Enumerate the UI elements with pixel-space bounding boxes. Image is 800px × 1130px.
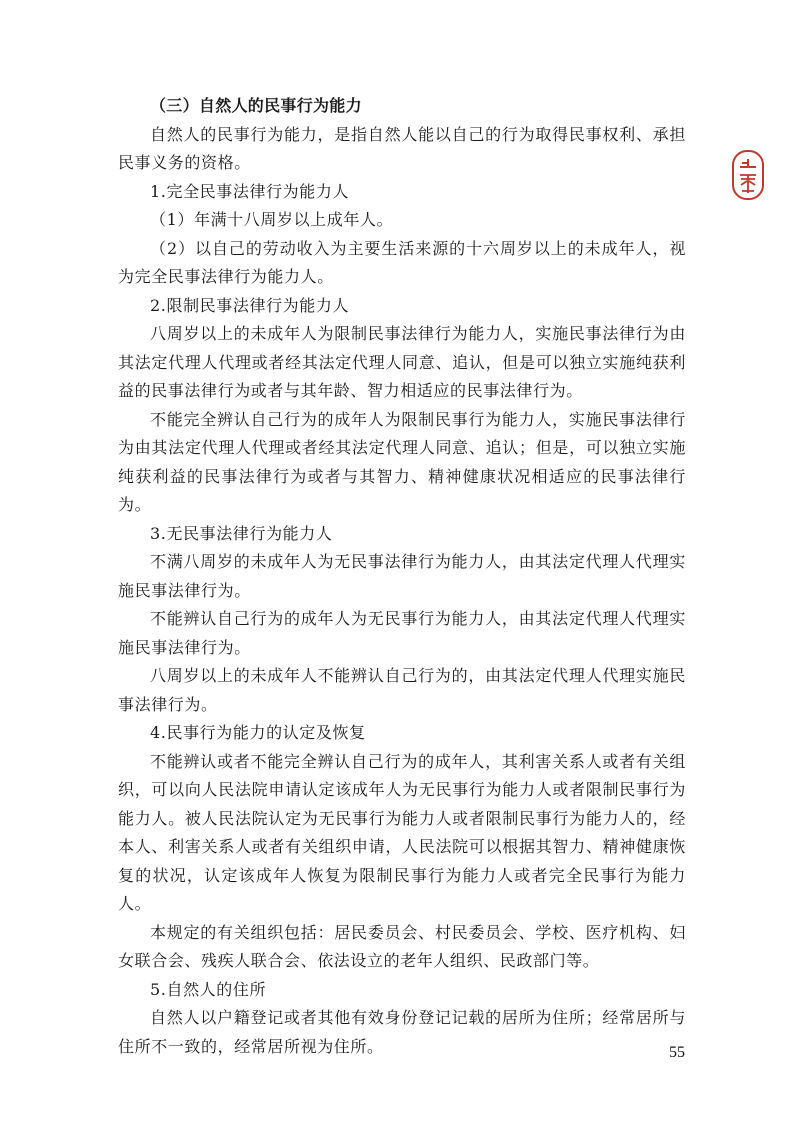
paragraph: （2）以自己的劳动收入为主要生活来源的十六周岁以上的未成年人，视为完全民事法律行为能力人。 xyxy=(118,238,686,286)
subheading: 4.民事行为能力的认定及恢复 xyxy=(150,723,366,742)
paragraph: 不能完全辨认自己行为的成年人为限制民事行为能力人，实施民事法律行为由其法定代理人代理或者经其法定代理人同意、追认；但是，可以独立实施纯获利益的民事法律行为或者与其智力、精神健康状况相适应的民事法律行为。 xyxy=(118,409,686,514)
section-heading: （三）自然人的民事行为能力 xyxy=(150,96,362,115)
paragraph: 不能辨认自己行为的成年人为无民事行为能力人，由其法定代理人代理实施民事法律行为。 xyxy=(118,609,686,657)
paragraph: 自然人以户籍登记或者其他有效身份登记记载的居所为住所；经常居所与住所不一致的，经常居所视为住所。 xyxy=(118,1008,686,1056)
paragraph: 本规定的有关组织包括：居民委员会、村民委员会、学校、医疗机构、妇女联合会、残疾人联合会、依法设立的老年人组织、民政部门等。 xyxy=(118,922,686,970)
subheading: 2.限制民事法律行为能力人 xyxy=(150,295,350,315)
subheading: 3.无民事法律行为能力人 xyxy=(150,523,333,543)
subheading: 5.自然人的住所 xyxy=(150,979,267,999)
paragraph: 八周岁以上的未成年人不能辨认自己行为的，由其法定代理人代理实施民事法律行为。 xyxy=(118,666,686,714)
paragraph: 不能辨认或者不能完全辨认自己行为的成年人，其利害关系人或者有关组织，可以向人民法院申请认定该成年人为无民事行为能力人或者限制民事行为能力人。被人民法院认定为无民事行为能力人或者限制民事行为能力人的，经本人、利害关系人或者有关组织申请，人民法院可以根据其智力、精神健康恢复的状况，认定该成年人恢复为限制民事行为能力人或者完全民事行为能力人。 xyxy=(118,751,686,913)
paragraph: （1）年满十八周岁以上成年人。 xyxy=(150,210,394,229)
paragraph: 不满八周岁的未成年人为无民事法律行为能力人，由其法定代理人代理实施民事法律行为。 xyxy=(118,552,686,600)
red-seal-stamp-icon xyxy=(731,149,765,201)
paragraph: 自然人的民事行为能力，是指自然人能以自己的行为取得民事权利、承担民事义务的资格。 xyxy=(118,124,686,172)
paragraph: 八周岁以上的未成年人为限制民事法律行为能力人，实施民事法律行为由其法定代理人代理或者经其法定代理人同意、追认，但是可以独立实施纯获利益的民事法律行为或者与其年龄、智力相适应的民事法律行为。 xyxy=(118,324,686,400)
subheading: 1.完全民事法律行为能力人 xyxy=(150,181,350,201)
document-body xyxy=(118,92,686,1061)
page-number: 55 xyxy=(669,1044,685,1061)
